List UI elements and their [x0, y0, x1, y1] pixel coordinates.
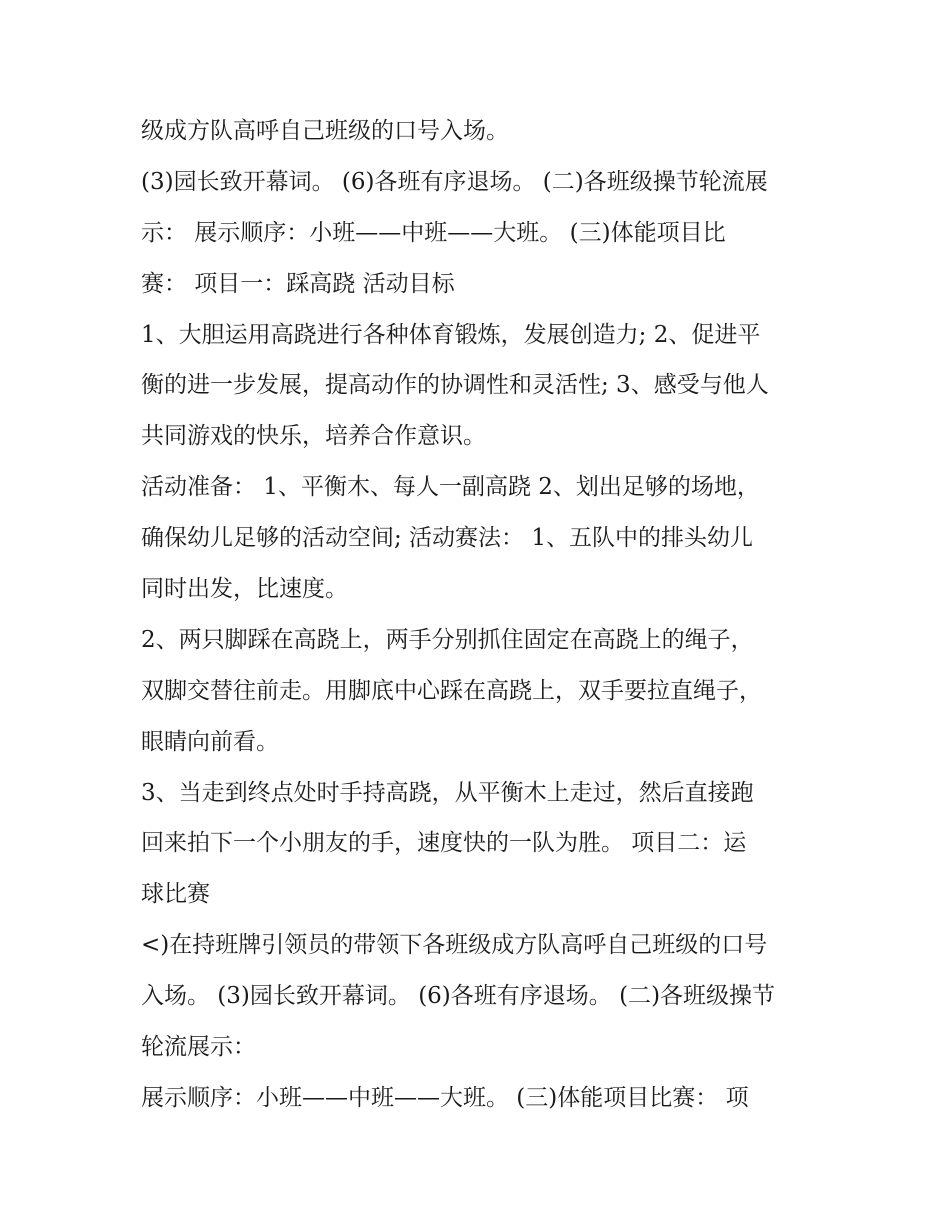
- text-line: 2、两只脚踩在高跷上，两手分别抓住固定在高跷上的绳子，: [141, 626, 754, 653]
- text-line: <)在持班牌引领员的带领下各班级成方队高呼自己班级的口号: [141, 932, 768, 959]
- text-line: 入场。 (3)园长致开幕词。 (6)各班有序退场。 (二)各班级操节: [141, 983, 776, 1010]
- text-line: 同时出发，比速度。: [141, 576, 348, 603]
- text-line: 衡的进一步发展，提高动作的协调性和灵活性; 3、感受与他人: [141, 372, 769, 399]
- text-line: 双脚交替往前走。用脚底中心踩在高跷上，双手要拉直绳子，: [141, 677, 762, 704]
- text-line: 回来拍下一个小朋友的手，速度快的一队为胜。 项目二：运: [141, 830, 747, 857]
- text-line: 级成方队高呼自己班级的口号入场。: [141, 118, 509, 144]
- text-line: 赛： 项目一：踩高跷 活动目标: [141, 270, 455, 297]
- text-line: 1、大胆运用高跷进行各种体育锻炼，发展创造力; 2、促进平: [141, 321, 761, 348]
- text-line: 确保幼儿足够的活动空间; 活动赛法： 1、五队中的排头幼儿: [141, 525, 754, 552]
- text-line: 活动准备： 1、平衡木、每人一副高跷 2、划出足够的场地，: [141, 474, 760, 501]
- text-line: 共同游戏的快乐，培养合作意识。: [141, 423, 486, 450]
- text-line: 眼睛向前看。: [141, 728, 279, 755]
- document-body: [141, 106, 813, 1124]
- text-line: 轮流展示：: [141, 1034, 256, 1061]
- text-line: 示： 展示顺序：小班——中班——大班。 (三)体能项目比: [141, 219, 726, 246]
- text-line: 展示顺序：小班——中班——大班。 (三)体能项目比赛： 项: [141, 1084, 749, 1111]
- text-line: 3、当走到终点处时手持高跷，从平衡木上走过，然后直接跑: [141, 779, 754, 806]
- text-line: 球比赛: [141, 881, 210, 908]
- text-line: (3)园长致开幕词。 (6)各班有序退场。 (二)各班级操节轮流展: [141, 168, 768, 195]
